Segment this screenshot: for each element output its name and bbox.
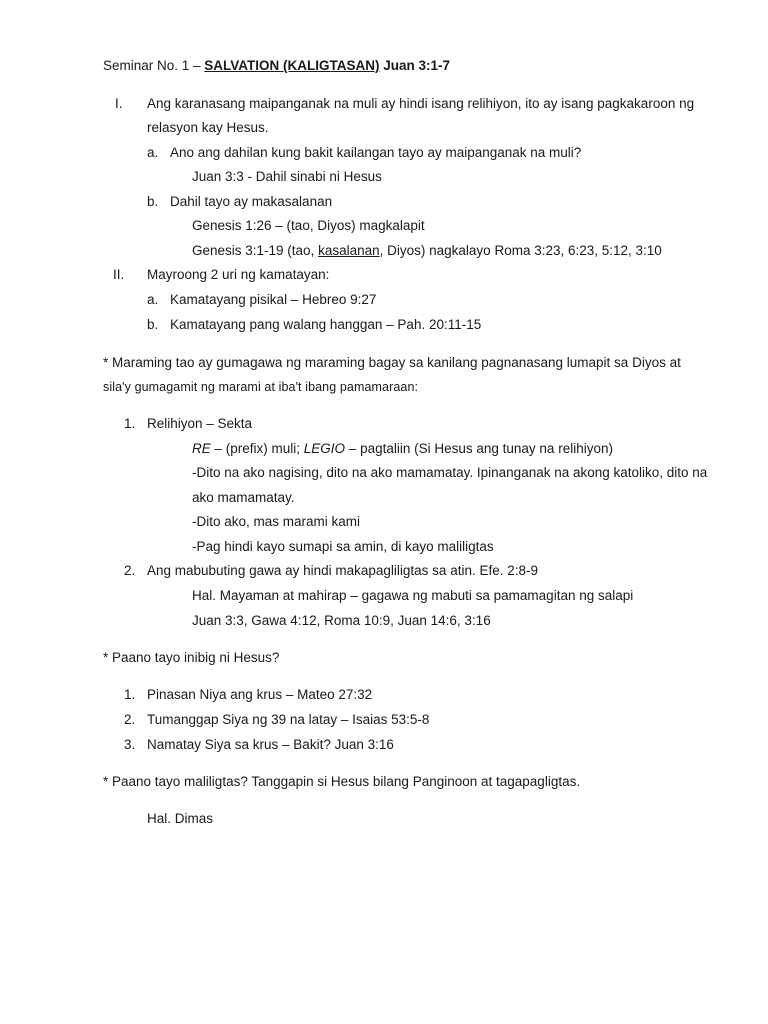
list-1-item-1-sub-4: -Pag hindi kayo sumapi sa amin, di kayo maliligtas [192,539,494,554]
section-1a-text: Ano ang dahilan kung bakit kailangan tayo ay maipanganak na muli? [170,145,582,160]
list-1-item-1-sub-2-line-1: -Dito na ako nagising, dito na ako mamamatay. Ipinanganak na akong katoliko, dito na [192,465,708,480]
section-1a-marker: a. [147,145,159,160]
note-1-line-2: sila'y gumagamit ng marami at iba't ibang pamamaraan: [103,380,419,394]
section-1b-sub-2-post: , Diyos) nagkalayo Roma 3:23, 6:23, 5:12, 3:10 [379,243,662,258]
note-1-line-1: * Maraming tao ay gumagawa ng maraming bagay sa kanilang pagnanasang lumapit sa Diyos at [103,355,681,370]
note-3: * Paano tayo maliligtas? Tanggapin si Hesus bilang Panginoon at tagapagligtas. [103,774,581,789]
section-2-text: Mayroong 2 uri ng kamatayan: [147,267,330,282]
list-1-item-2-marker: 2. [124,563,136,578]
re-definition: – (prefix) muli; [210,441,304,456]
list-1-item-1-sub-2-line-2: ako mamamatay. [192,490,295,505]
list-1-item-1-marker: 1. [124,416,136,431]
section-1b-marker: b. [147,194,159,209]
section-1-marker: I. [115,96,123,111]
list-2-item-3-marker: 3. [124,737,136,752]
section-1b-sub-2 [192,243,662,259]
list-2-item-2-text: Tumanggap Siya ng 39 na latay – Isaias 53:5-8 [147,712,430,727]
section-2-marker: II. [113,267,125,282]
list-2-item-2-marker: 2. [124,712,136,727]
section-1b-sub-2-pre: Genesis 3:1-19 (tao, [192,243,319,258]
document-header [103,58,450,74]
list-2-item-3-text: Namatay Siya sa krus – Bakit? Juan 3:16 [147,737,394,752]
list-1-item-1-sub-1 [192,441,613,457]
legio-definition: – pagtaliin (Si Hesus ang tunay na relihiyon) [345,441,613,456]
list-1-item-2-sub-2: Juan 3:3, Gawa 4:12, Roma 10:9, Juan 14:6, 3:16 [192,613,491,628]
header-prefix: Seminar No. 1 – [103,58,205,73]
header-reference: Juan 3:1-7 [379,58,451,73]
list-2-item-1-marker: 1. [124,687,136,702]
note-2: * Paano tayo inibig ni Hesus? [103,650,280,665]
section-1b-sub-2-underlined: kasalanan [318,243,380,258]
list-1-item-1-sub-3: -Dito ako, mas marami kami [192,514,361,529]
section-2b-text: Kamatayang pang walang hanggan – Pah. 20:11-15 [170,317,482,332]
list-1-item-2-sub-1: Hal. Mayaman at mahirap – gagawa ng mabuti sa pamamagitan ng salapi [192,588,634,603]
section-2a-marker: a. [147,292,159,307]
list-1-item-2-text: Ang mabubuting gawa ay hindi makapagliligtas sa atin. Efe. 2:8-9 [147,563,538,578]
legio-word: LEGIO [303,441,346,456]
section-2b-marker: b. [147,317,159,332]
header-title: SALVATION (KALIGTASAN) [204,58,380,73]
list-1-item-1-text: Relihiyon – Sekta [147,416,253,431]
closing-example: Hal. Dimas [147,811,214,826]
section-2a-text: Kamatayang pisikal – Hebreo 9:27 [170,292,377,307]
re-prefix-word: RE [192,441,211,456]
list-2-item-1-text: Pinasan Niya ang krus – Mateo 27:32 [147,687,373,702]
section-1-line-1: Ang karanasang maipanganak na muli ay hindi isang relihiyon, ito ay isang pagkakaroon ng [147,96,695,111]
section-1a-sub-1: Juan 3:3 - Dahil sinabi ni Hesus [192,169,382,184]
section-1b-text: Dahil tayo ay makasalanan [170,194,333,209]
section-1-line-2: relasyon kay Hesus. [147,120,269,135]
section-1b-sub-1: Genesis 1:26 – (tao, Diyos) magkalapit [192,218,425,233]
